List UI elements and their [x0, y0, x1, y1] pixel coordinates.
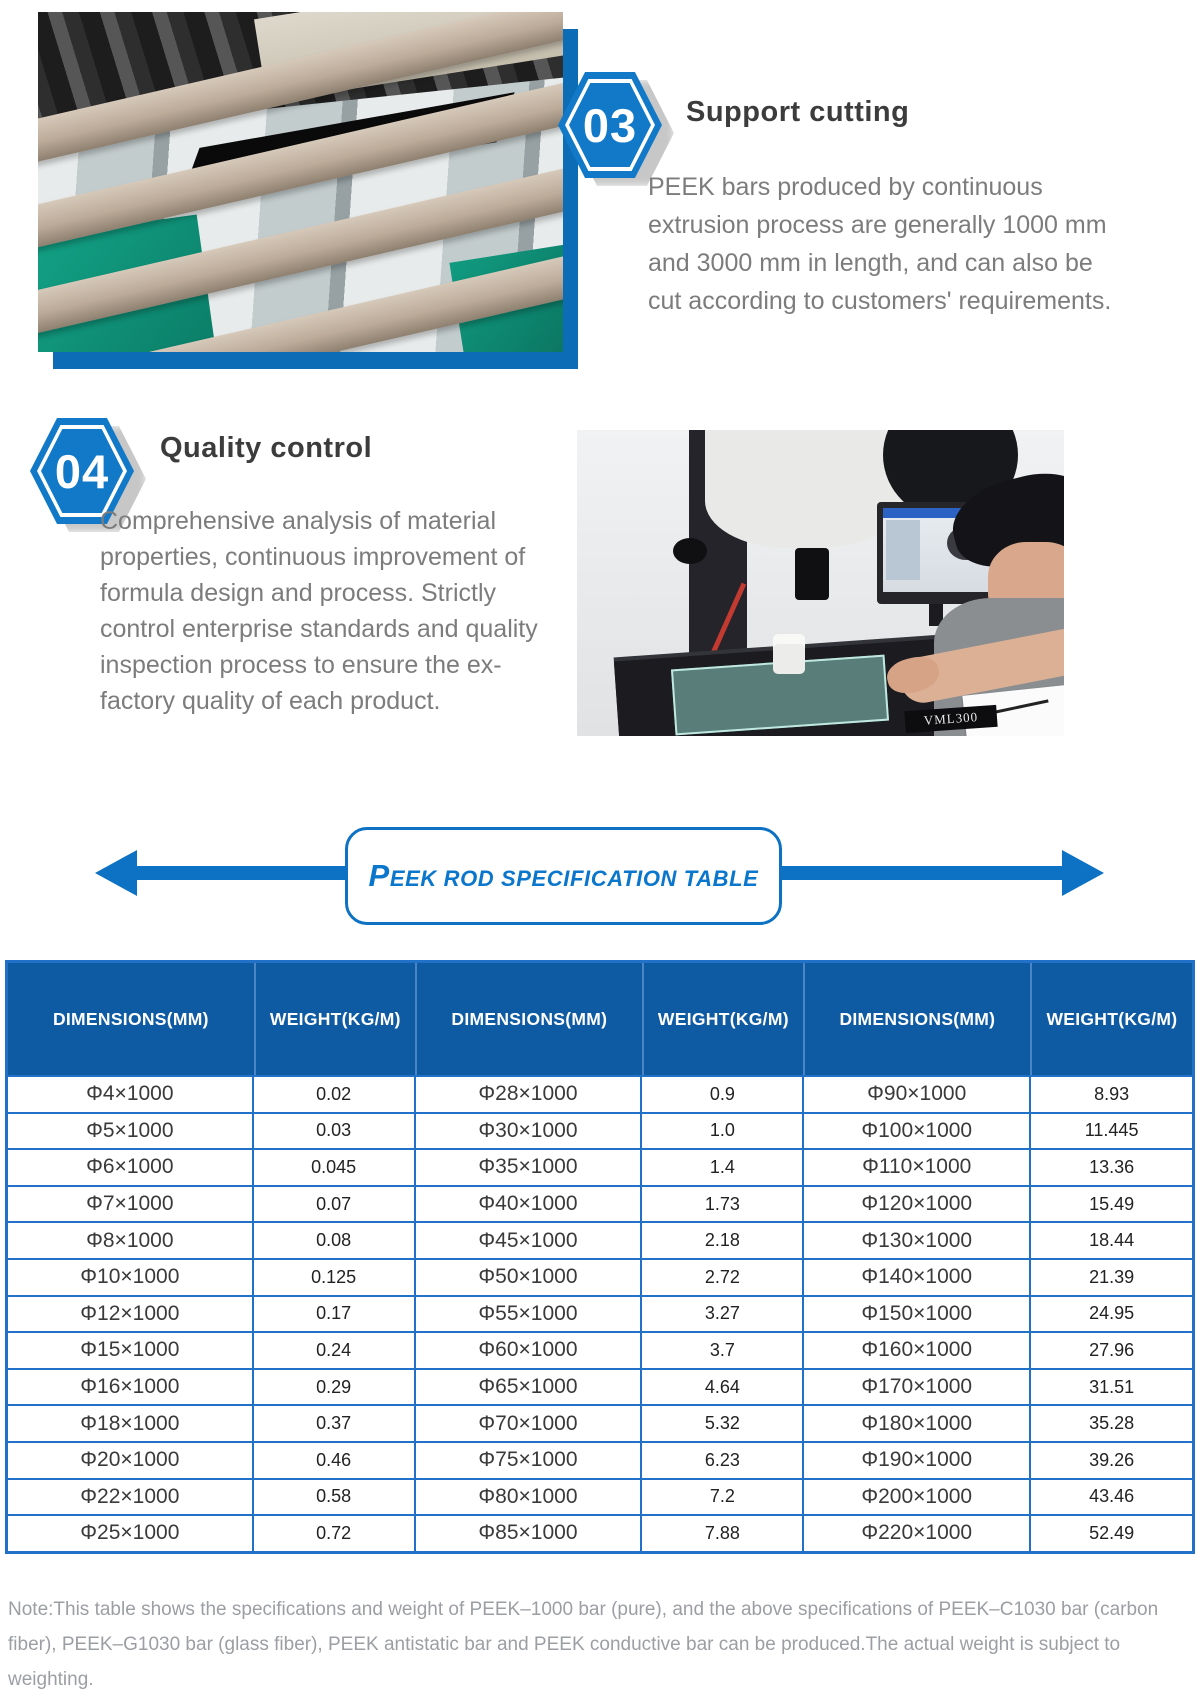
dimension-cell: Φ20×1000: [8, 1443, 252, 1478]
weight-cell: 4.64: [642, 1370, 802, 1405]
step-badge-03: [558, 72, 662, 180]
weight-cell: 39.26: [1031, 1443, 1192, 1478]
weight-cell: 43.46: [1031, 1480, 1192, 1515]
weight-cell: 18.44: [1031, 1223, 1192, 1258]
banner-label: PEEK ROD SPECIFICATION TABLE: [368, 858, 759, 893]
quality-control-photo: [577, 430, 1064, 736]
weight-cell: 0.17: [254, 1297, 414, 1332]
software-panel-art: [886, 520, 920, 580]
section4-paragraph: Comprehensive analysis of material properties, continuous improvement of formula design and process. Strictly control enterprise standards and quality inspection process to ensure the ex-factory quality of each product.: [100, 507, 538, 715]
weight-cell: 1.4: [642, 1150, 802, 1185]
dimension-cell: Φ12×1000: [8, 1297, 252, 1332]
column-header: DIMENSIONS(MM): [52, 1008, 209, 1029]
dimension-cell: Φ200×1000: [804, 1480, 1029, 1515]
weight-cell: 0.07: [254, 1187, 414, 1222]
dimension-cell: Φ22×1000: [8, 1480, 252, 1515]
weight-cell: 0.72: [254, 1516, 414, 1551]
dimension-cell: Φ90×1000: [804, 1077, 1029, 1112]
spec-table-banner: [345, 827, 782, 925]
weight-cell: 7.2: [642, 1480, 802, 1515]
weight-cell: 3.7: [642, 1333, 802, 1368]
dimension-cell: Φ45×1000: [416, 1223, 641, 1258]
weight-cell: 0.125: [254, 1260, 414, 1295]
column-header: WEIGHT(KG/M): [1030, 963, 1192, 1075]
weight-cell: 31.51: [1031, 1370, 1192, 1405]
spec-table-body: [8, 1075, 1192, 1551]
section4-title: Quality control: [160, 432, 373, 464]
dimension-cell: Φ110×1000: [804, 1150, 1029, 1185]
sample-jar-art: [773, 634, 805, 674]
section3-paragraph: PEEK bars produced by continuous extrusion process are generally 1000 mm and 3000 mm in length, and can also be cut according to customers' requirements.: [648, 173, 1112, 315]
weight-cell: 2.72: [642, 1260, 802, 1295]
dimension-cell: Φ28×1000: [416, 1077, 641, 1112]
weight-cell: 0.29: [254, 1370, 414, 1405]
dimension-cell: Φ4×1000: [8, 1077, 252, 1112]
dimension-cell: Φ85×1000: [416, 1516, 641, 1551]
right-arrow-bar: [772, 866, 1062, 880]
dimension-cell: Φ75×1000: [416, 1443, 641, 1478]
dimension-cell: Φ25×1000: [8, 1516, 252, 1551]
weight-cell: 0.24: [254, 1333, 414, 1368]
weight-cell: 1.73: [642, 1187, 802, 1222]
peek-rods-photo: [38, 12, 563, 352]
column-header: DIMENSIONS(MM): [415, 963, 642, 1075]
dimension-cell: Φ16×1000: [8, 1370, 252, 1405]
dimension-cell: Φ15×1000: [8, 1333, 252, 1368]
dimension-cell: Φ190×1000: [804, 1443, 1029, 1478]
dimension-cell: Φ10×1000: [8, 1260, 252, 1295]
dimension-cell: Φ40×1000: [416, 1187, 641, 1222]
dimension-cell: Φ150×1000: [804, 1297, 1029, 1332]
weight-cell: 3.27: [642, 1297, 802, 1332]
weight-cell: 21.39: [1031, 1260, 1192, 1295]
dimension-cell: Φ65×1000: [416, 1370, 641, 1405]
weight-cell: 8.93: [1031, 1077, 1192, 1112]
dimension-cell: Φ170×1000: [804, 1370, 1029, 1405]
spec-table-header-row: [8, 963, 1192, 1075]
weight-cell: 52.49: [1031, 1516, 1192, 1551]
weight-cell: 0.58: [254, 1480, 414, 1515]
weight-cell: 0.08: [254, 1223, 414, 1258]
weight-cell: 27.96: [1031, 1333, 1192, 1368]
dimension-cell: Φ180×1000: [804, 1406, 1029, 1441]
dimension-cell: Φ50×1000: [416, 1260, 641, 1295]
weight-cell: 2.18: [642, 1223, 802, 1258]
spec-table: [5, 960, 1195, 1554]
column-header: WEIGHT(KG/M): [254, 963, 415, 1075]
dimension-cell: Φ100×1000: [804, 1114, 1029, 1149]
weight-cell: 11.445: [1031, 1114, 1192, 1149]
left-arrow-bar: [130, 866, 350, 880]
dimension-cell: Φ7×1000: [8, 1187, 252, 1222]
dimension-cell: Φ5×1000: [8, 1114, 252, 1149]
dimension-cell: Φ120×1000: [804, 1187, 1029, 1222]
weight-cell: 35.28: [1031, 1406, 1192, 1441]
dimension-cell: Φ130×1000: [804, 1223, 1029, 1258]
table-note: Note:This table shows the specifications and weight of PEEK–1000 bar (pure), and the above specifications of PEEK–C1030 bar (carbon fiber), PEEK–G1030 bar (glass fiber), PEEK antistatic bar and PEEK conductive bar can be produced.The actual weight is subject to weighting.: [8, 1599, 1159, 1690]
dimension-cell: Φ60×1000: [416, 1333, 641, 1368]
dimension-cell: Φ160×1000: [804, 1333, 1029, 1368]
dimension-cell: Φ70×1000: [416, 1406, 641, 1441]
dimension-cell: Φ30×1000: [416, 1114, 641, 1149]
weight-cell: 6.23: [642, 1443, 802, 1478]
dimension-cell: Φ8×1000: [8, 1223, 252, 1258]
right-arrow-head-icon: [1062, 850, 1104, 896]
weight-cell: 7.88: [642, 1516, 802, 1551]
dimension-cell: Φ55×1000: [416, 1297, 641, 1332]
dimension-cell: Φ35×1000: [416, 1150, 641, 1185]
column-header: DIMENSIONS(MM): [803, 963, 1030, 1075]
weight-cell: 0.46: [254, 1443, 414, 1478]
machine-model-label: VML300: [923, 709, 979, 728]
camera-lens-art: [795, 548, 829, 600]
dimension-cell: Φ220×1000: [804, 1516, 1029, 1551]
weight-cell: 24.95: [1031, 1297, 1192, 1332]
weight-cell: 0.37: [254, 1406, 414, 1441]
weight-cell: 5.32: [642, 1406, 802, 1441]
dimension-cell: Φ6×1000: [8, 1150, 252, 1185]
section3-title: Support cutting: [686, 96, 910, 128]
weight-cell: 1.0: [642, 1114, 802, 1149]
machine-knob-art: [673, 538, 707, 564]
weight-cell: 15.49: [1031, 1187, 1192, 1222]
weight-cell: 0.02: [254, 1077, 414, 1112]
weight-cell: 13.36: [1031, 1150, 1192, 1185]
step-number: 03: [582, 98, 638, 152]
weight-cell: 0.9: [642, 1077, 802, 1112]
weight-cell: 0.03: [254, 1114, 414, 1149]
column-header: WEIGHT(KG/M): [642, 963, 803, 1075]
weight-cell: 0.045: [254, 1150, 414, 1185]
dimension-cell: Φ80×1000: [416, 1480, 641, 1515]
dimension-cell: Φ18×1000: [8, 1406, 252, 1441]
dimension-cell: Φ140×1000: [804, 1260, 1029, 1295]
step-number: 04: [54, 444, 110, 498]
